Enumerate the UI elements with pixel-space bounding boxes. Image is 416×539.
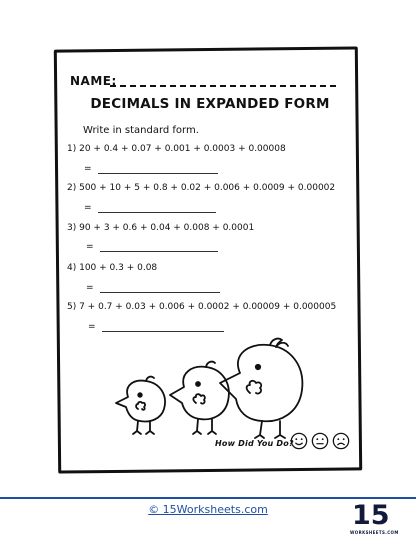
equals-sign: = — [86, 283, 94, 293]
logo-number: 15 — [352, 500, 390, 531]
problem-1: 1) 20 + 0.4 + 0.07 + 0.001 + 0.0003 + 0.00008 — [67, 144, 286, 154]
answer-blank[interactable] — [102, 323, 224, 332]
answer-blank[interactable] — [98, 204, 216, 213]
answer-4[interactable] — [86, 283, 220, 293]
answer-5[interactable] — [88, 322, 224, 332]
answer-blank[interactable] — [100, 284, 220, 293]
happy-face-icon[interactable] — [290, 432, 308, 450]
worksheet-title: DECIMALS IN EXPANDED FORM — [90, 96, 330, 112]
equals-sign: = — [84, 164, 92, 174]
problem-5: 5) 7 + 0.7 + 0.03 + 0.006 + 0.0002 + 0.00009 + 0.000005 — [67, 302, 337, 312]
sad-face-icon[interactable] — [332, 432, 350, 450]
problem-2: 2) 500 + 10 + 5 + 0.8 + 0.02 + 0.006 + 0.0009 + 0.00002 — [67, 183, 336, 193]
feedback-prompt: How Did You Do? — [215, 439, 294, 448]
name-label: NAME: — [70, 74, 117, 88]
footer-link[interactable]: © 15Worksheets.com — [148, 503, 268, 516]
chicks-illustration — [100, 335, 315, 445]
equals-sign: = — [84, 203, 92, 213]
logo-text: WORKSHEETS.COM — [350, 530, 399, 535]
name-field-line[interactable] — [110, 85, 336, 87]
answer-blank[interactable] — [100, 243, 218, 252]
equals-sign: = — [88, 322, 96, 332]
footer-divider — [0, 497, 416, 499]
equals-sign: = — [86, 242, 94, 252]
answer-blank[interactable] — [98, 165, 218, 174]
problem-3: 3) 90 + 3 + 0.6 + 0.04 + 0.008 + 0.0001 — [67, 223, 255, 233]
answer-1[interactable] — [84, 164, 218, 174]
instructions: Write in standard form. — [83, 125, 199, 136]
problem-4: 4) 100 + 0.3 + 0.08 — [67, 263, 158, 273]
answer-2[interactable] — [84, 203, 216, 213]
neutral-face-icon[interactable] — [311, 432, 329, 450]
answer-3[interactable] — [86, 242, 218, 252]
